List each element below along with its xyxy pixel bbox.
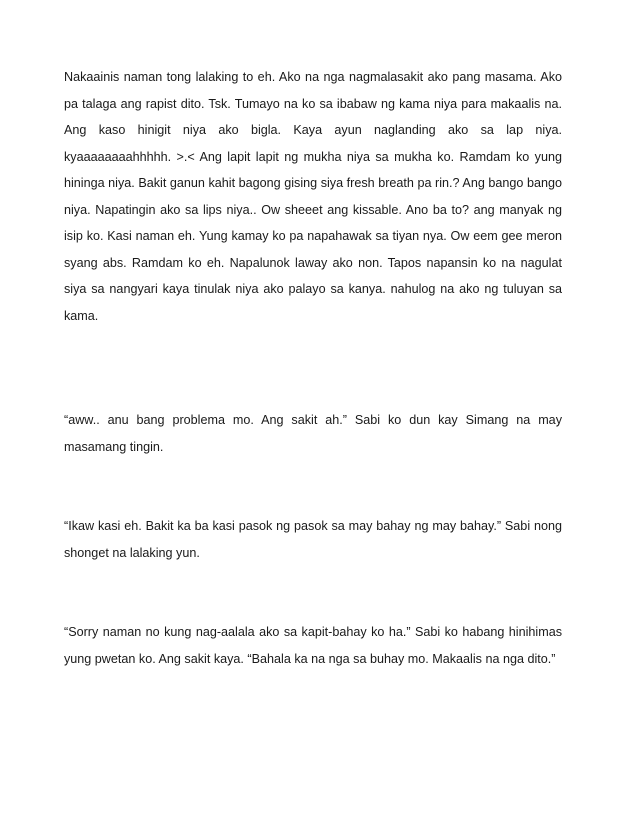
- paragraph-2: “aww.. anu bang problema mo. Ang sakit ah.” Sabi ko dun kay Simang na may masamang tingin.: [64, 413, 562, 454]
- paragraph-1: Nakaainis naman tong lalaking to eh. Ako na nga nagmalasakit ako pang masama. Ako pa talaga ang rapist dito. Tsk. Tumayo na ko sa ibabaw ng kama niya para makaalis na. Ang kaso hinigit niya ako bigla. Kaya ayun naglanding ako sa lap niya. kyaaaaaaaahhhhh. >.< Ang lapit lapit ng mukha niya sa mukha ko. Ramdam ko yung hininga niya. Bakit ganun kahit bagong gising siya fresh breath pa rin.? Ang bango bango niya. Napatingin ako sa lips niya.. Ow sheeet ang kissable. Ano ba to? ang manyak ng isip ko. Kasi naman eh. Yung kamay ko pa napahawak sa tiyan nya. Ow eem gee meron syang abs. Ramdam ko eh. Napalunok laway ako non. Tapos napansin ko na nagulat siya sa nangyari kaya tinulak niya ako palayo sa kanya. nahulog na ako ng tuluyan sa kama.: [64, 70, 562, 323]
- paragraph-3: “Ikaw kasi eh. Bakit ka ba kasi pasok ng pasok sa may bahay ng may bahay.” Sabi nong shonget na lalaking yun.: [64, 519, 562, 560]
- paragraph-4: “Sorry naman no kung nag-aalala ako sa kapit-bahay ko ha.” Sabi ko habang hinihimas yung pwetan ko. Ang sakit kaya. “Bahala ka na nga sa buhay mo. Makaalis na nga dito.”: [64, 625, 562, 666]
